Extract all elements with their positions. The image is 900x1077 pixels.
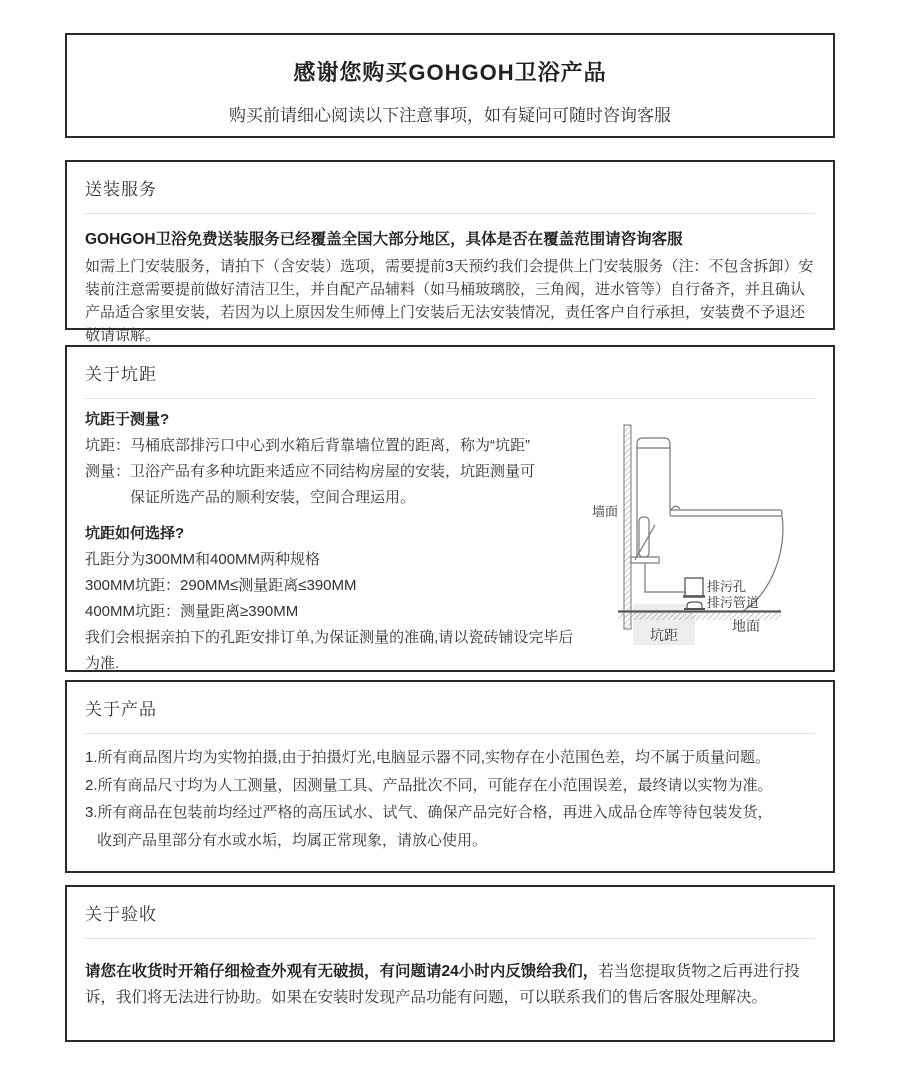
delivery-service-section (65, 160, 835, 344)
delivery-highlight: GOHGOH卫浴免费送装服务已经覆盖全国大部分地区，具体是否在覆盖范围请咨询客服 (85, 231, 683, 248)
acceptance-section (65, 885, 835, 1042)
drain-pipe-shape (684, 602, 705, 609)
product-note: 3.所有商品在包装前均经过严格的高压试水、试气、确保产品完好合格，再进入成品仓库等待包装发货， (85, 804, 773, 821)
pit-measure-line: 测量：卫浴产品有多种坑距来适应不同结构房屋的安装，坑距测量可 (85, 463, 536, 480)
drain-pipe-label: 排污管道 (707, 595, 760, 610)
pit-choose-line: 300MM坑距：290MM≤测量距离≤390MM (85, 577, 357, 594)
product-note: 1.所有商品图片均为实物拍摄,由于拍摄灯光,电脑显示器不同,实物存在小范围色差，均不属于质量问题。 (85, 749, 771, 766)
pit-distance-label: 坑距 (650, 627, 678, 643)
toilet-pit-distance-diagram (575, 407, 815, 657)
product-note: 2.所有商品尺寸均为人工测量，因测量工具、产品批次不同，可能存在小范围误差，最终请以实物为准。 (85, 776, 773, 794)
pit-question-measure: 坑距于测量? (85, 411, 170, 428)
delivery-section-title: 送装服务 (85, 180, 157, 199)
page-title: 感谢您购买GOHGOH卫浴产品 (293, 60, 607, 85)
product-notes-list (85, 744, 815, 854)
divider (85, 213, 815, 214)
acceptance-rest-text: 若当您提取货物之后再进行投诉，我们将无法进行协助。如果在安装时发现产品功能有问题，可以联系我们的售后客服处理解决。 (85, 963, 800, 1006)
acceptance-body (85, 959, 815, 1011)
acceptance-bold-text: 请您在收货时开箱仔细检查外观有无破损，有问题请24小时内反馈给我们， (85, 963, 599, 980)
divider (85, 733, 815, 734)
pit-choose-line: 400MM坑距：测量距离≥390MM (85, 603, 299, 620)
wall-label: 墙面 (592, 504, 619, 519)
header-box (65, 33, 835, 138)
ground-label: 地面 (732, 618, 760, 634)
pit-choose-line: 孔距分为300MM和400MM两种规格 (85, 551, 321, 568)
divider (85, 938, 815, 939)
acceptance-section-title: 关于验收 (85, 905, 157, 924)
pit-section-title: 关于坑距 (85, 365, 157, 384)
pit-measure-line: 坑距：马桶底部排污口中心到水箱后背靠墙位置的距离，称为“坑距” (85, 437, 530, 454)
pit-distance-section (65, 345, 835, 672)
pit-question-choose: 坑距如何选择? (85, 525, 185, 542)
product-section-title: 关于产品 (85, 700, 157, 719)
wall-hatch (624, 425, 631, 629)
drain-hole-shape (683, 578, 705, 597)
product-note-continuation: 收到产品里部分有水或水垢，均属正常现象，请放心使用。 (97, 831, 488, 849)
page-subtitle: 购买前请细心阅读以下注意事项，如有疑问可随时咨询客服 (229, 106, 671, 125)
delivery-body: 如需上门安装服务，请拍下（含安装）选项，需要提前3天预约我们会提供上门安装服务（注：不包含拆卸）安装前注意需要提前做好清洁卫生，并自配产品辅料（如马桶玻璃胶，三角阀，进水管等）自行备齐，并且确认产品适合家里安装，若因为以上原因发生师傅上门安装后无法安装情况，责任客户自行承担，安装费不予退还敬请谅解。 (85, 258, 814, 344)
pit-text-column (85, 407, 575, 677)
pit-choose-line: 我们会根据亲拍下的孔距安排订单,为保证测量的准确,请以瓷砖铺设完毕后为准. (85, 629, 574, 672)
pit-measure-line: 保证所选产品的顺利安装，空间合理运用。 (130, 489, 416, 506)
product-section (65, 680, 835, 873)
drain-hole-label: 排污孔 (707, 579, 747, 594)
